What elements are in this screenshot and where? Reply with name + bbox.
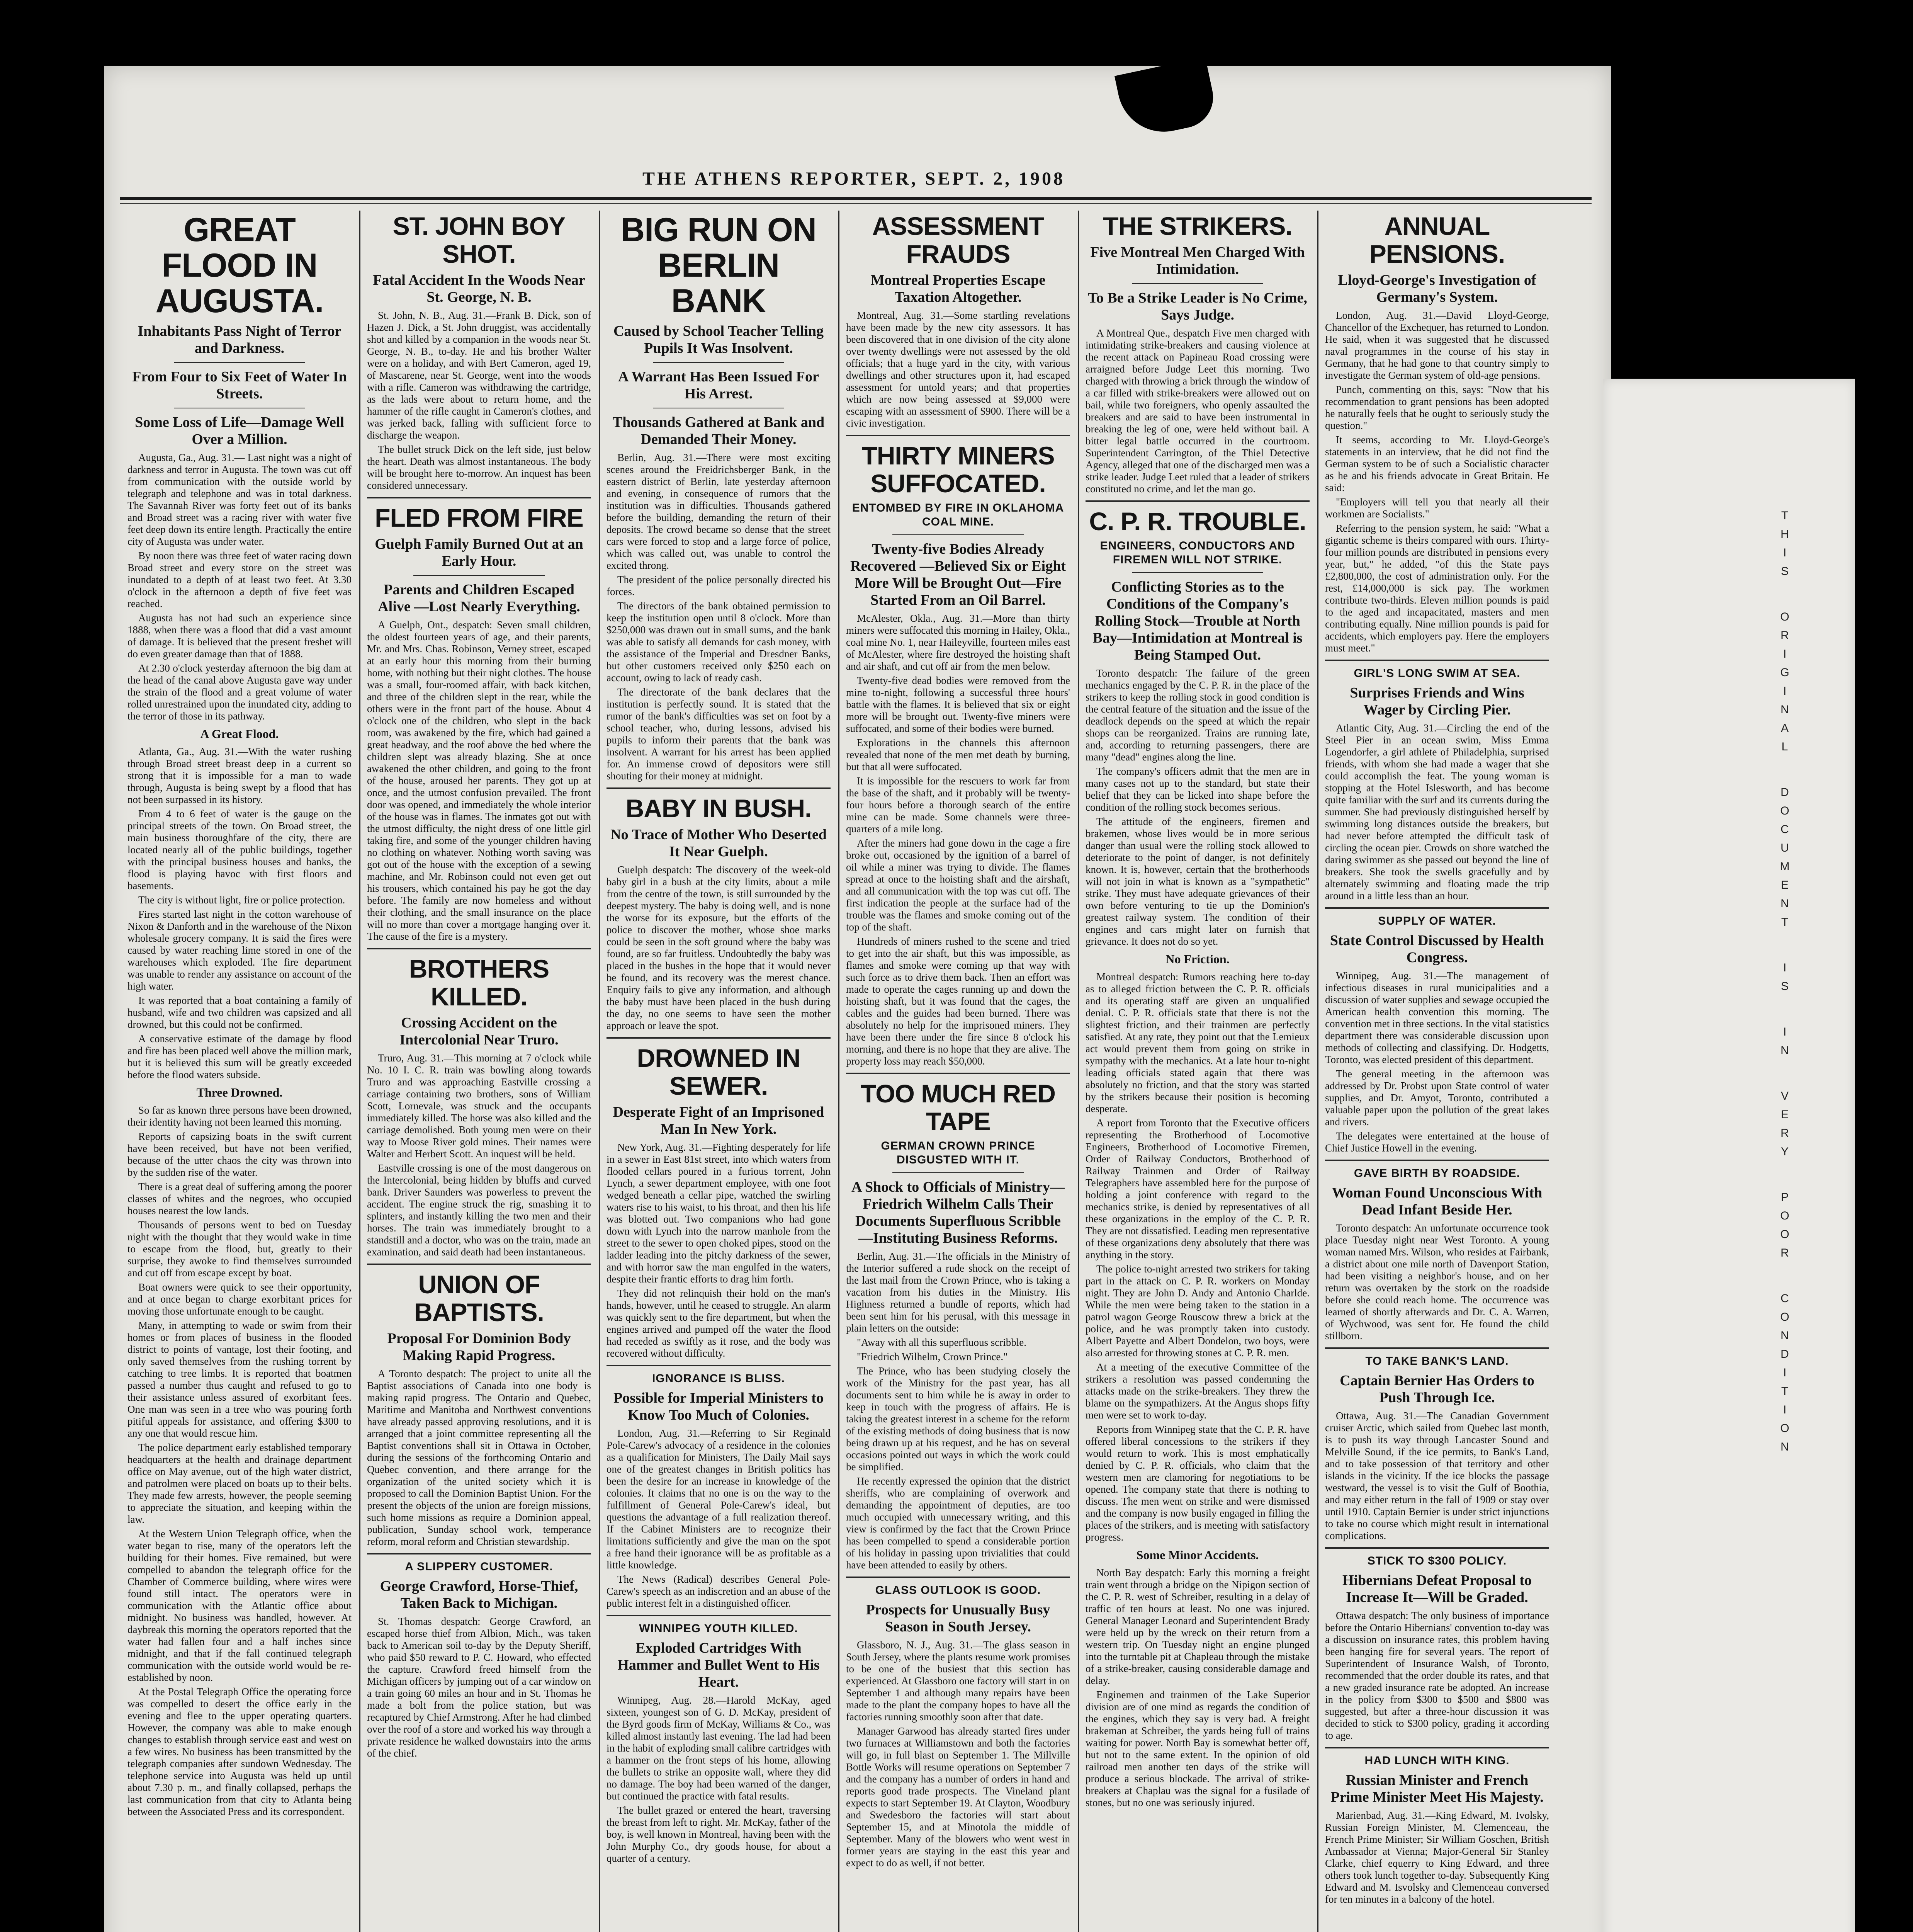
- notice-letter: C: [1780, 823, 1789, 836]
- headline: C. P. R. TROUBLE.: [1089, 507, 1306, 536]
- headline: ST. JOHN BOY SHOT.: [392, 212, 566, 268]
- notice-letter: [1777, 1266, 1792, 1277]
- paragraph: Ottawa, Aug. 31.—The Canadian Government cruiser Arctic, which sailed from Quebec last month, is to push its way through Lancaster Sound and Melville Sound, if the ice permits, to Bank's Land, and to take possession of that territory and other islands in the vicinity. If the ice blocks the passage westward, the vessel is to visit the Gulf of Boothia, and may either return in the fall of 1909 or stay over until 1910. Captain Bernier is under strict injunctions to take no course which might result in international complications.: [1325, 1410, 1549, 1541]
- paragraph: They did not relinquish their hold on the man's hands, however, until he ceased to struggle. An alarm was quickly sent to the fire department, but when the engines arrived and pumped off the water the flood had receded as swiftly as it rose, and the body was recovered without difficulty.: [607, 1287, 831, 1359]
- paragraph: Referring to the pension system, he said: "What a gigantic scheme is theirs compared with ours. Thirty-four million pounds are distributed in pensions every year, but," he added, "of this the State pays £2,800,000, the cost of administration only. For the rest, £14,000,000 is sick pay. The workmen contribute two-thirds. Eleven million pounds is paid to the aged and incapacitated, masters and men contributing equally. Nine million pounds is paid for accidents, which employers pay. Here the employers must meet.": [1325, 522, 1549, 654]
- notice-letter: O: [1780, 1209, 1789, 1222]
- headline: GIRL'S LONG SWIM AT SEA.: [1354, 667, 1521, 680]
- deck: Woman Found Unconscious With Dead Infant Beside Her.: [1332, 1185, 1543, 1218]
- paragraph: Guelph despatch: The discovery of the week-old baby girl in a bush at the city limits, about a mile from the centre of the town, is still surrounded by the deepest mystery. The baby is doing well, and is none the worse for its exposure, but the efforts of the police to discover the mother, whose shoe marks could be seen in the soft ground where the baby was found, are so far fruitless. Undoubtedly the baby was placed in the bushes in the hope that it would never be found, and its recovery was the merest chance. Enquiry fails to give any information, and although the baby must have been placed in the bush during the day, no one seems to have seen the mother approach or leave the spot.: [607, 864, 831, 1031]
- notice-letter: N: [1780, 1440, 1789, 1453]
- headline: FLED FROM FIRE: [375, 503, 583, 532]
- paragraph: The delegates were entertained at the house of Chief Justice Howell in the evening.: [1325, 1130, 1549, 1154]
- deck: Twenty-five Bodies Already Recovered —Believed Six or Eight More Will be Brought Out—Fire Started From an Oil Barrel.: [850, 541, 1066, 608]
- paragraph: At 2.30 o'clock yesterday afternoon the big dam at the head of the canal above Augusta gave way under the strain of the flood and a great volume of water rolled unrestrained upon the inundated city, adding to the terror of those in its pathway.: [127, 662, 352, 722]
- notice-strip: [1603, 379, 1855, 1932]
- headline: BIG RUN ON BERLIN BANK: [621, 211, 816, 320]
- paragraph: McAlester, Okla., Aug. 31.—More than thirty miners were suffocated this morning in Hailey, Okla., coal mine No. 1, near Haileyville, fourteen miles east of McAlester, where fire destroyed the hoisting shaft and air shaft, and cut off air from the men below.: [846, 612, 1070, 672]
- headline: BABY IN BUSH.: [625, 794, 812, 823]
- notice-letter: R: [1780, 629, 1789, 642]
- paragraph: It is impossible for the rescuers to work far from the base of the shaft, and it probably will be twenty-four hours before a thorough search of the entire mine can be made. Some channels were three-quarters of a mile long.: [846, 775, 1070, 835]
- paragraph: "Friedrich Wilhelm, Crown Prince.": [857, 1351, 1008, 1362]
- paragraph: The directorate of the bank declares that the institution is perfectly sound. It is stated that the rumor of the bank's difficulties was set on foot by a school teacher, who, during lessons, advised his pupils to inform their parents that the bank was insolvent. A warrant for his arrest has been applied for. An immense crowd of depositors were still shouting for their money at midnight.: [607, 686, 831, 782]
- deck: GERMAN CROWN PRINCE DISGUSTED WITH IT.: [881, 1139, 1035, 1166]
- notice-letter: N: [1780, 1329, 1789, 1342]
- deck: Exploded Cartridges With Hammer and Bullet Went to His Heart.: [617, 1640, 820, 1690]
- deck: From Four to Six Feet of Water In Streets.: [132, 369, 347, 402]
- paragraph: The city is without light, fire or police protection.: [138, 894, 345, 906]
- paragraph: Manager Garwood has already started fires under two furnaces at Williamstown and both the factories will go, in full blast on September 1. The Millville Bottle Works will resume operations on September 7 and the company has a number of orders in hand and reports good trade prospects. The Vineland plant expects to start September 19. At Clayton, Woodbury and Swedesboro the factories will start about September 15, and at Minotola the middle of September. Many of the blowers who went west in former years are staying in the east this year and expect to do as well, if not better.: [846, 1725, 1070, 1869]
- paragraph: There is a great deal of suffering among the poorer classes of whites and the negroes, who occupied houses nearest the low lands.: [127, 1181, 352, 1216]
- paragraph: Enginemen and trainmen of the Lake Superior division are of one mind as regards the condition of the engines, which they say is very bad. A freight brakeman at Schreiber, the yards being full of trains waiting for power. North Bay is somewhat better off, but not to the same extent. In the opinion of old railroad men another ten days of the strike will produce a serious blockade. The arrival of strike-breakers at Chaplau was the signal for a fusilade of stones, but no one was seriously injured.: [1086, 1689, 1310, 1808]
- paragraph: Winnipeg, Aug. 31.—The management of infectious diseases in rural municipalities and a discussion of water supplies and sewage occupied the American health convention this morning. The convention met in three sections. In the vital statistics department there was considerable discussion upon methods of collecting and classifying. Dr. Hodgetts, Toronto, was elected president of this department.: [1325, 970, 1549, 1065]
- masthead-rule: [120, 197, 1592, 200]
- headline: BROTHERS KILLED.: [409, 954, 549, 1011]
- notice-letter: T: [1781, 916, 1789, 929]
- column-4: [842, 211, 1074, 1932]
- poor-condition-notice: [1777, 510, 1792, 1460]
- paragraph: At a meeting of the executive Committee of the strikers a resolution was passed condemning the attacks made on the strike-breakers. They threw the blame on the sympathizers. At the Angus shops fifty men were set to work to-day.: [1086, 1361, 1310, 1421]
- notice-letter: L: [1781, 740, 1788, 753]
- deck: Five Montreal Men Charged With Intimidation.: [1090, 244, 1305, 277]
- paragraph: "Employers will tell you that nearly all their workmen are Socialists.": [1325, 496, 1549, 520]
- deck: ENGINEERS, CONDUCTORS AND FIREMEN WILL NOT STRIKE.: [1100, 539, 1295, 566]
- notice-letter: I: [1783, 546, 1787, 559]
- deck: Crossing Accident on the Intercolonial Near Truro.: [399, 1015, 559, 1048]
- paragraph: Reports from Winnipeg state that the C. P. R. have offered liberal concessions to the strikers if they would return to work. This is most emphatically denied by C. P. R. officials, who claim that the western men are clamoring for negotiations to be opened. The company state that there is nothing to discuss. The men went on strike and were dismissed and the company is now busily engaged in filling the places of the strikers, and is meeting with satisfactory progress.: [1086, 1423, 1310, 1543]
- notice-letter: M: [1780, 860, 1790, 873]
- column-rule: [1078, 211, 1079, 1932]
- deck: No Trace of Mother Who Deserted It Near Guelph.: [610, 827, 827, 860]
- notice-letter: S: [1780, 565, 1789, 578]
- notice-letter: H: [1780, 528, 1789, 541]
- paragraph: It was reported that a boat containing a family of husband, wife and two children was capsized and all drowned, but this could not be confirmed.: [127, 995, 352, 1030]
- notice-letter: I: [1783, 648, 1787, 660]
- paragraph: Montreal despatch: Rumors reaching here to-day as to alleged friction between the C. P. R. officials and its operating staff are given an unqualified denial. C. P. R. officials state that there is not the slightest friction, and their trainmen are perfectly satisfied. At any rate, they point out that the Lemieux act would prevent them from going on strike in sympathy with the mechanics. At a late hour to-night leading officials stated again that there was absolutely no friction, and that the story was started by the strikers because their position is becoming desperate.: [1086, 971, 1310, 1114]
- paragraph: Winnipeg, Aug. 28.—Harold McKay, aged sixteen, youngest son of G. D. McKay, president of the Byrd goods firm of McKay, Williams & Co., was killed almost instantly last evening. The lad had been in the habit of exploding small calibre cartridges with a hammer on the front steps of his home, allowing the bullets to strike an opposite wall, where they did no damage. The boy had been warned of the danger, but continued the practice with fatal results.: [607, 1694, 831, 1802]
- paragraph: Reports of capsizing boats in the swift current have been received, but have not been verified, because of the utter chaos the city was thrown into by the sudden rise of the water.: [127, 1131, 352, 1178]
- deck: Conflicting Stories as to the Conditions of the Company's Rolling Stock—Trouble at North Bay—Intimidation at Montreal is Being Stamped Out.: [1092, 579, 1303, 663]
- headline: UNION OF BAPTISTS.: [414, 1270, 544, 1327]
- paragraph: So far as known three persons have been drowned, their identity having not been learned this morning.: [127, 1104, 352, 1128]
- paragraph: At the Western Union Telegraph office, when the water began to rise, many of the operators left the building for their homes. Five remained, but were compelled to abandon the telegraph office for the Chamber of Commerce building, where wires were found still intact. The operators were in communication with the Atlantic office about midnight. No business was handled, however. At daybreak this morning the operators reported that the water had fallen four and a half inches since midnight, and that if the fall continued telegraph communication with the outside world would be re-established by noon.: [127, 1528, 352, 1683]
- notice-letter: [1777, 1165, 1792, 1176]
- paragraph: It seems, according to Mr. Lloyd-George's statements in an interview, that he did not find the German system to be of such a Socialistic character as he and his friends advocate in Great Britain. He said:: [1325, 434, 1549, 493]
- newspaper-page: [104, 66, 1611, 1932]
- paragraph: Montreal, Aug. 31.—Some startling revelations have been made by the new city assessors. It has been discovered that in one division of the city alone over twenty dwellings were not assessed by the old officials; that a huge yard in the city, with various dwellings and other structures upon it, had escaped assessment for untold years; and that properties which are now being assessed at $9,000 were escaping with an assessment of $900. There will be a civic investigation.: [846, 310, 1070, 429]
- deck: Guelph Family Burned Out at an Early Hour.: [375, 536, 583, 569]
- paragraph: Explorations in the channels this afternoon revealed that none of the men met death by burning, but that all were suffocated.: [846, 737, 1070, 772]
- notice-letter: V: [1780, 1090, 1789, 1102]
- paragraph: The News (Radical) describes General Pole-Carew's speech as an indiscretion and an abuse of the public interest felt in a distinguished officer.: [607, 1573, 831, 1609]
- paragraph: London, Aug. 31.—David Lloyd-George, Chancellor of the Exchequer, has returned to London. He said, when it was suggested that he discussed naval programmes in the course of his stay in Germany, that he had gone to that country simply to investigate the German system of old-age pensions.: [1325, 310, 1549, 381]
- notice-letter: N: [1780, 1044, 1789, 1057]
- paragraph: Glassboro, N. J., Aug. 31.—The glass season in South Jersey, where the plants resume work promises to be one of the busiest that this section has experienced. At Glassboro one factory will start in on September 1 and although many repairs have been made to the plant the company hopes to have all the factories running smoothly soon after that date.: [846, 1639, 1070, 1723]
- paragraph: Eastville crossing is one of the most dangerous on the Intercolonial, being hidden by bluffs and curved bank. Driver Saunders was powerless to prevent the accident. The engine struck the rig, smashing it to splinters, and instantly killing the two men and their horses. The train was immediately brought to a standstill and a doctor, who was on the train, made an examination, and said death had been instantaneous.: [367, 1162, 591, 1258]
- paragraph: Twenty-five dead bodies were removed from the mine to-night, following a successful three hours' battle with the flames. It is believed that six or eight more will be brought out. Twenty-five miners were suffocated, and some of their bodies were burned.: [846, 675, 1070, 734]
- notice-letter: P: [1780, 1191, 1789, 1204]
- deck: Hibernians Defeat Proposal to Increase It—Will be Graded.: [1342, 1572, 1532, 1605]
- column-3: [603, 211, 834, 1932]
- paragraph: "Away with all this superfluous scribble.: [857, 1337, 1026, 1348]
- notice-letter: A: [1780, 722, 1789, 735]
- headline: THE STRIKERS.: [1103, 212, 1292, 240]
- headline: A SLIPPERY CUSTOMER.: [405, 1560, 553, 1573]
- paragraph: Ottawa despatch: The only business of importance before the Ontario Hibernians' convention to-day was a discussion on insurance rates, this problem having been hanging fire for several years. The report of Superintendent of Insurance Walsh, of Toronto, recommended that the order double its rates, and that a new graded insurance rate be adopted. An increase in the policy from $300 to $500 and $800 was suggested, but after a three-hour discussion it was decided to stick to $300 policy, grading it according to age.: [1325, 1610, 1549, 1741]
- paragraph: Fires started last night in the cotton warehouse of Nixon & Danforth and in the warehouse of the Nixon wholesale grocery company. It is said the fires were caused by water reaching lime stored in one of the warehouses which exploded. The fire department was unable to render any assistance on account of the high water.: [127, 908, 352, 992]
- headline: IGNORANCE IS BLISS.: [652, 1372, 785, 1385]
- paragraph: Atlantic City, Aug. 31.—Circling the end of the Steel Pier in an ocean swim, Miss Emma Logendorfer, a girl athlete of Philadelphia, surprised friends, with whom she had made a wager that she could accomplish the feat. The young woman is stopping at the Hotel Islesworth, and has become quite familiar with the surf and its currents during the summer. She had previously distinguished herself by swimming long distances outside the breakers, but had never before attempted the difficult task of circling the ocean pier. Crowds on shore watched the daring swimmer as she passed out beyond the line of breakers. She took the swells gracefully and by alternately swimming and floating made the trip around in a little less than an hour.: [1325, 722, 1549, 901]
- paragraph: The attitude of the engineers, firemen and brakemen, whose lives would be in more serious danger than usual were the rolling stock allowed to deteriorate to the point of danger, is not definitely known. It is, however, certain that the brotherhoods will not join in what is known as a "sympathetic" strike. They must have adequate grievances of their own before venturing to tie up the Dominion's greatest railway system. The condition of their engines and cars might later on furnish that grievance. It does not do so yet.: [1086, 816, 1310, 947]
- deck: Lloyd-George's Investigation of Germany's System.: [1338, 272, 1536, 305]
- notice-letter: [1777, 935, 1792, 947]
- paragraph: St. Thomas despatch: George Crawford, an escaped horse thief from Albion, Mich., was taken back to American soil to-day by the Deputy Sheriff, who paid $50 reward to P. C. Howard, who effected the capture. Crawford freed himself from the Michigan officers by jumping out of a car window on a train going 60 miles an hour and in St. Thomas he made a bolt from the police station, but was recaptured by Chief Armstrong. After he had climbed over the roof of a store and worked his way through a private residence he walked downstairs into the arms of the chief.: [367, 1616, 591, 1759]
- notice-letter: [1777, 999, 1792, 1011]
- column-rule: [599, 211, 600, 1932]
- notice-letter: [1777, 760, 1792, 771]
- notice-letter: T: [1781, 509, 1789, 522]
- headline: WINNIPEG YOUTH KILLED.: [639, 1622, 798, 1635]
- column-2: [363, 211, 595, 1932]
- subhead: Some Minor Accidents.: [1136, 1548, 1259, 1562]
- masthead: THE ATHENS REPORTER, SEPT. 2, 1908: [642, 168, 1065, 189]
- column-5: [1082, 211, 1313, 1932]
- paragraph: Berlin, Aug. 31.—The officials in the Ministry of the Interior suffered a rude shock on the receipt of the last mail from the Crown Prince, who is taking a vacation from his duties in the Ministry. His Highness returned a bundle of reports, which had been sent him for his perusal, with this message in plain letters on the outside:: [846, 1250, 1070, 1334]
- paragraph: By noon there was three feet of water racing down Broad street and every store on the street was inundated to a depth of at least two feet. At 3.30 o'clock in the afternoon a depth of five feet was reached.: [127, 550, 352, 609]
- paragraph: London, Aug. 31.—Referring to Sir Reginald Pole-Carew's advocacy of a residence in the colonies as a qualification for Ministers, The Daily Mail says one of the greatest changes in British politics has been the desire for an increase in knowledge of the colonies. It claims that no one is on the way to the fulfillment of General Pole-Carew's ideal, but questions the advantage of a full realization thereof. If the Cabinet Ministers are to recognize their limitations sufficiently and give the man on the spot a free hand their ignorance will be as profitable as a little knowledge.: [607, 1427, 831, 1571]
- headline: HAD LUNCH WITH KING.: [1364, 1754, 1510, 1767]
- notice-letter: C: [1780, 1292, 1789, 1305]
- deck: Prospects for Unusually Busy Season in South Jersey.: [866, 1602, 1050, 1635]
- paragraph: Truro, Aug. 31.—This morning at 7 o'clock while No. 10 I. C. R. train was bowling along towards Truro and was approaching Eastville crossing a carriage containing two brothers, sons of William Scott, Lornevale, was struck and the occupants immediately killed. The horse was also killed and the carriage demolished. Both young men were on their way to Moose River gold mines. Their names were Walter and Herbert Scott. An inquest will be held.: [367, 1052, 591, 1160]
- deck: Russian Minister and French Prime Minister Meet His Majesty.: [1330, 1772, 1544, 1805]
- notice-letter: U: [1780, 842, 1789, 854]
- notice-letter: I: [1783, 961, 1787, 974]
- paragraph: A Toronto despatch: The project to unite all the Baptist associations of Canada into one body is making rapid progress. The Ontario and Quebec, Maritime and Manitoba and Northwest conventions have already passed approving resolutions, and it is arranged that a joint committee representing all the Baptist conventions shall sit in Ottawa in October, during the sessions of the forthcoming Ontario and Quebec convention, and there arrange for the organization of the united society which it is proposed to call the Dominion Baptist Union. For the present the objects of the union are foreign missions, such home missions as require a Dominion appeal, publication, Sunday school work, temperance reform, moral reform and Christian stewardship.: [367, 1368, 591, 1547]
- masthead-rule-thin: [120, 203, 1592, 204]
- paragraph: The bullet struck Dick on the left side, just below the heart. Death was almost instantaneous. The body will be brought here to-morrow. An inquest has been considered unnecessary.: [367, 444, 591, 491]
- notice-letter: O: [1780, 611, 1789, 623]
- paragraph: The police to-night arrested two strikers for taking part in the attack on C. P. R. workers on Monday night. They are John D. Andy and Antonio Charlde. While the men were being taken to the station in a patrol wagon George Rouscow threw a brick at the police, and he was promptly taken into custody. Albert Payette and Albert Dondelon, two boys, were also arrested for throwing stones at C. P. R. men.: [1086, 1263, 1310, 1359]
- headline: ANNUAL PENSIONS.: [1369, 212, 1505, 268]
- paragraph: Berlin, Aug. 31.—There were most exciting scenes around the Freidrichsberger Bank, in the eastern district of Berlin, late yesterday afternoon and evening, in consequence of rumors that the institution was in difficulties. Thousands gathered before the building, demanding the return of their deposits. The crowd became so dense that the street cars were forced to stop and a large force of police, which was called out, was unable to control the excited throng.: [607, 452, 831, 571]
- deck: George Crawford, Horse-Thief, Taken Back to Michigan.: [380, 1578, 578, 1611]
- paragraph: Many, in attempting to wade or swim from their homes or from places of business in the flooded district to points of vantage, lost their footing, and only saved themselves from the rushing torrent by catching to tree limbs. It is reported that boatmen passed a number thus caught and refused to go to their assistance unless assured of exorbitant fees. One man was seen in a tree who was pouring forth pitiful appeals for assistance, and offering $300 to any one that would rescue him.: [127, 1320, 352, 1439]
- paragraph: North Bay despatch: Early this morning a freight train went through a bridge on the Nipigon section of the C. P. R. west of Schreiber, resulting in a delay of traffic of ten hours at least. No one was injured. General Manager Leonard and Superintendent Brady were held up by the wreck on their return from a western trip. On Tuesday night an engine plunged into the turntable pit at Chapleau through the mistake of a strike-breaker, causing considerable damage and delay.: [1086, 1567, 1310, 1686]
- headline: GREAT FLOOD IN AUGUSTA.: [155, 211, 324, 320]
- deck: To Be a Strike Leader is No Crime, Says Judge.: [1088, 290, 1307, 323]
- headline: SUPPLY OF WATER.: [1378, 915, 1496, 927]
- notice-letter: T: [1781, 1385, 1789, 1398]
- notice-letter: O: [1780, 1228, 1789, 1241]
- paragraph: Boat owners were quick to see their opportunity, and at once began to charge exorbitant prices for moving those unfortunate enough to be caught.: [127, 1281, 352, 1317]
- deck: A Warrant Has Been Issued For His Arrest.: [618, 369, 819, 402]
- column-1: [124, 211, 355, 1932]
- notice-letter: N: [1780, 703, 1789, 716]
- deck: Parents and Children Escaped Alive —Lost Nearly Everything.: [378, 582, 580, 615]
- paragraph: A Guelph, Ont., despatch: Seven small children, the oldest fourteen years of age, and their parents, Mr. and Mrs. Chas. Robinson, Verney street, escaped at an early hour this morning from their burning home, with nothing but their night clothes. The house was a small, four-roomed affair, with back kitchen, and three of the children slept in the rear, while the others were in the front part of the house. About 4 o'clock one of the children, who slept in the back room, was awakened by the fire, which had gained a great headway, and the roof above the bed where the children slept was already blazing. She at once awakened the other children, and going to the front of the house, aroused her parents. They got up at once, and the utmost confusion prevailed. The front door was opened, and immediately the whole interior of the house was in flames. The inmates got out with the utmost difficulty, the night dress of one little girl taking fire, and some of the younger children having no clothing on whatever. Nothing worth saving was got out of the house with the exception of a sewing machine, and Mr. Robinson could not even get out his trousers, which contained his pay he got the day before. The family are now homeless and without their clothing, and the small insurance on the place will no more than cover a mortgage hanging over it. The cause of the fire is a mystery.: [367, 619, 591, 942]
- column-rule: [838, 211, 839, 1932]
- paragraph: Toronto despatch: An unfortunate occurrence took place Tuesday night near West Toronto. A young woman named Mrs. Wilson, who resides at Fairbank, a district about one mile north of Davenport Station, had been visiting a neighbor's house, and on her return was overtaken by the stork on the roadside before she could reach home. The occurrence was learned of shortly afterwards and Dr. C. A. Warren, of Wychwood, was sent for. He found the child stillborn.: [1325, 1222, 1549, 1342]
- headline: DROWNED IN SEWER.: [637, 1044, 800, 1100]
- notice-letter: D: [1780, 1348, 1789, 1361]
- deck: ENTOMBED BY FIRE IN OKLAHOMA COAL MINE.: [852, 502, 1064, 528]
- paragraph: The Prince, who has been studying closely the work of the Ministry for the past year, has all documents sent to him while he is away in order to keep in touch with the progress of affairs. He is taking the greatest interest in a scheme for the reform of the existing methods of doing business that is now being drawn up at his request, and he has on several occasions pointed out ways in which the work could be simplified.: [846, 1365, 1070, 1473]
- paragraph: A Montreal Que., despatch Five men charged with intimidating strike-breakers and causing violence at the recent attack on Papineau Road crossing were arraigned before Judge Leet this morning. Two charged with throwing a brick through the window of a car filled with strike-breakers were allowed out on bail, while two foreigners, who openly assaulted the breakers and are said to have been instrumental in breaking the leg of one, were held without bail. A bitter legal battle occurred in the courtroom. Superintendent Carrington, of the Thiel Detective Agency, alleged that one of the discharged men was a strike leader. Judge Leet ruled that a leader of strikers constituted no crime, and let the man go.: [1086, 327, 1310, 495]
- deck: Thousands Gathered at Bank and Demanded Their Money.: [612, 414, 825, 447]
- notice-letter: I: [1783, 1026, 1787, 1038]
- paragraph: Thousands of persons went to bed on Tuesday night with the thought that they would wake in time to escape from the flood, but, greatly to their surprise, they awoke to find themselves surrounded and cut off from escape except by boat.: [127, 1219, 352, 1279]
- subhead: A Great Flood.: [200, 727, 279, 741]
- paragraph: He recently expressed the opinion that the district sheriffs, who are complaining of overwork and demanding the appointment of deputies, are too much occupied with unnecessary writing, and this view is confirmed by the fact that the Crown Prince has been compelled to spend a considerable portion of his holiday in passing upon trivialities that could have been attended to easily by others.: [846, 1475, 1070, 1571]
- notice-letter: E: [1780, 1108, 1789, 1121]
- headline: STICK TO $300 POLICY.: [1367, 1554, 1507, 1567]
- paragraph: Hundreds of miners rushed to the scene and tried to get into the air shaft, but this was impossible, as flames and smoke were coming up that way with such force as to drive them back. Then an effort was made to operate the cages running up and down the hoisting shaft, but it was found that the cages, the cables and the guides had been burned. There was absolutely no help for the imprisoned miners. They have been there under the fire since 8 o'clock his morning, and there is no hope that they are alive. The property loss may reach $50,000.: [846, 935, 1070, 1067]
- paragraph: St. John, N. B., Aug. 31.—Frank B. Dick, son of Hazen J. Dick, a St. John druggist, was accidentally shot and killed by a companion in the woods near St. George, N. B., to-day. He and his brother Walter were on a holiday, and with Bert Cameron, aged 19, of Mascarene, near St. George, went into the woods with a rifle. Cameron was withdrawing the cartridge, as the lads were about to return home, and the hammer of the rifle caught in Cameron's clothes, and was jerked back, falling with sufficient force to discharge the weapon.: [367, 310, 591, 441]
- paragraph: The president of the police personally directed his forces.: [607, 574, 831, 597]
- paragraph: The company's officers admit that the men are in many cases not up to the standard, but state their belief that they can be licked into shape before the condition of the rolling stock becomes serious.: [1086, 765, 1310, 813]
- subhead: No Friction.: [1165, 952, 1230, 966]
- notice-letter: R: [1780, 1247, 1789, 1259]
- paragraph: Marienbad, Aug. 31.—King Edward, M. Ivolsky, Russian Foreign Minister, M. Clemenceau, the French Prime Minister; Sir William Goschen, British Ambassador at Vienna; Major-General Sir Stanley Clarke, chief equerry to King Edward, and three others took lunch together to-day. Subsequently King Edward and M. Isvolsky and Clemenceau conversed for ten minutes in a balcony of the hotel.: [1325, 1810, 1549, 1905]
- paragraph: The directors of the bank obtained permission to keep the institution open until 8 o'clock. More than $250,000 was drawn out in small sums, and the bank was able to satisfy all demands for cash money, with the assistance of the Imperial and Dresdner Banks, but other customers received only $250 each on account, owing to lack of ready cash.: [607, 600, 831, 684]
- deck: State Control Discussed by Health Congress.: [1330, 932, 1544, 966]
- notice-letter: O: [1780, 804, 1789, 817]
- notice-letter: I: [1783, 1403, 1787, 1416]
- headline: ASSESSMENT FRAUDS: [872, 212, 1044, 268]
- paragraph: Augusta, Ga., Aug. 31.— Last night was a night of darkness and terror in Augusta. The town was cut off from communication with the outside world by telegraph and telephone and was in total darkness. The Savannah River was forty feet out of its banks and Broad street was a racing river with water five feet deep down its entire length. Practically the entire city of Augusta was under water.: [127, 452, 352, 547]
- subhead: Three Drowned.: [196, 1085, 283, 1099]
- deck: Montreal Properties Escape Taxation Altogether.: [870, 272, 1046, 305]
- paragraph: The police department early established temporary headquarters at the health and drainage department office on May avenue, out of the high water district, and patrolmen were placed on boats up to their belts. They made few arrests, however, the people seeming to appreciate the situation, and keeping within the law.: [127, 1442, 352, 1525]
- notice-letter: [1777, 1063, 1792, 1075]
- deck: Proposal For Dominion Body Making Rapid Progress.: [387, 1330, 571, 1364]
- paragraph: A report from Toronto that the Executive officers representing the Brotherhood of Locomotive Engineers, Brotherhood of Locomotive Firemen, Order of Railway Conductors, Brotherhood of Railway Trainmen and Order of Railway Telegraphers have assembled here for the purpose of holding a joint conference with regard to the mechanics strike, is denied by representatives of all these organizations in the employ of the C. P. R. They are not dissatisfied. Leading men representative of these organizations deny absolutely that there was anything in the story.: [1086, 1117, 1310, 1260]
- headline: TOO MUCH RED TAPE: [861, 1079, 1055, 1136]
- notice-letter: D: [1780, 786, 1789, 799]
- deck: Surprises Friends and Wins Wager by Circling Pier.: [1350, 685, 1524, 718]
- column-rule: [359, 211, 360, 1932]
- deck: Desperate Fight of an Imprisoned Man In New York.: [613, 1104, 824, 1137]
- deck: A Shock to Officials of Ministry—Friedrich Wilhelm Calls Their Documents Superfluous Scribble—Instituting Business Reforms.: [851, 1179, 1065, 1246]
- paragraph: The bullet grazed or entered the heart, traversing the breast from left to right. Mr. McKay, father of the boy, is well known in Montreal, having been with the John Murphy Co., dry goods house, for about a quarter of a century.: [607, 1804, 831, 1864]
- paragraph: Augusta has not had such an experience since 1888, when there was a flood that did a vast amount of damage. It is believed that the present freshet will do even greater damage than that of 1888.: [127, 612, 352, 660]
- paragraph: The general meeting in the afternoon was addressed by Dr. Probst upon State control of water supplies, and Dr. Amyot, Toronto, contributed a valuable paper upon the pollution of the great lakes and rivers.: [1325, 1068, 1549, 1128]
- column-6: [1321, 211, 1553, 1932]
- notice-letter: G: [1780, 666, 1789, 679]
- headline: GLASS OUTLOOK IS GOOD.: [875, 1584, 1041, 1597]
- notice-letter: Y: [1780, 1145, 1789, 1158]
- paragraph: At the Postal Telegraph Office the operating force was compelled to desert the office early in the evening and flee to the upper operating quarters. However, the company was able to make enough changes to establish through service east and west on a few wires. No business has been transmitted by the telegraph companies after sundown Wednesday. The telephone service into Augusta was held up until about 7.30 p. m., and finally collapsed, perhaps the last communication from that city to Atlanta being between the Associated Press and its correspondent.: [127, 1686, 352, 1817]
- deck: Inhabitants Pass Night of Terror and Darkness.: [138, 323, 341, 356]
- notice-letter: O: [1780, 1422, 1789, 1435]
- notice-letter: E: [1780, 879, 1789, 891]
- notice-letter: S: [1780, 980, 1789, 993]
- notice-letter: [1777, 584, 1792, 596]
- paragraph: After the miners had gone down in the cage a fire broke out, occasioned by the ignition of a barrel of oil while a miner was trying to divide. The flames spread at once to the hoisting shaft and the airshaft, and all communication with the top was cut off. The first indication the people at the surface had of the trouble was the flames and smoke coming out of the top of the shaft.: [846, 837, 1070, 933]
- column-rule: [1317, 211, 1318, 1932]
- headline: THIRTY MINERS SUFFOCATED.: [861, 441, 1055, 498]
- deck: Fatal Accident In the Woods Near St. George, N. B.: [373, 272, 585, 305]
- paragraph: A conservative estimate of the damage by flood and fire has been placed well above the million mark, but it is believed this sum will be greatly exceeded before the flood waters subside.: [127, 1033, 352, 1080]
- deck: Possible for Imperial Ministers to Know Too Much of Colonies.: [613, 1390, 824, 1423]
- headline: GAVE BIRTH BY ROADSIDE.: [1354, 1167, 1521, 1180]
- paragraph: New York, Aug. 31.—Fighting desperately for life in a sewer in East 81st street, into which waters from flooded cellars poured in a furious torrent, John Lynch, a sewer department employee, with one foot wedged beneath a cellar pipe, watched the swirling waters rise to his waist, to his throat, and then his life was blotted out. Two companions who had gone down with Lynch into the narrow manhole from the street to the sewer to open choked pipes, stood on the ladder leading into the pitchy darkness of the sewer, and with horror saw the man engulfed in the waters, despite their frantic efforts to drag him forth.: [607, 1141, 831, 1285]
- notice-letter: I: [1783, 685, 1787, 697]
- deck: Caused by School Teacher Telling Pupils It Was Insolvent.: [613, 323, 824, 356]
- headline: TO TAKE BANK'S LAND.: [1365, 1355, 1509, 1367]
- paragraph: Punch, commenting on this, says: "Now that his recommendation to grant pensions has been adopted he naturally feels that he ought to seriously study the question.": [1325, 384, 1549, 431]
- paragraph: From 4 to 6 feet of water is the gauge on the principal streets of the town. On Broad street, the main business thoroughfare of the city, there are located nearly all of the public buildings, together with the principal business houses and banks, the flood is playing havoc with first floors and basements.: [127, 808, 352, 891]
- notice-letter: O: [1780, 1311, 1789, 1323]
- paragraph: Atlanta, Ga., Aug. 31.—With the water rushing through Broad street breast deep in a current so strong that it is impossible for a man to wade through, Augusta is being swept by a flood that has not been surpassed in its history.: [127, 746, 352, 805]
- deck: Some Loss of Life—Damage Well Over a Million.: [135, 414, 344, 447]
- deck: Captain Bernier Has Orders to Push Through Ice.: [1340, 1372, 1534, 1406]
- notice-letter: N: [1780, 897, 1789, 910]
- paragraph: Toronto despatch: The failure of the green mechanics engaged by the C. P. R. in the place of the strikers to keep the rolling stock in good condition is the central feature of the situation and the issue of the deadlock depends on the speed at which the repair shops can be reorganized. Trains are running late, and, according to returning passengers, there are many "dead" engines along the line.: [1086, 667, 1310, 763]
- notice-letter: I: [1783, 1366, 1787, 1379]
- notice-letter: R: [1780, 1127, 1789, 1139]
